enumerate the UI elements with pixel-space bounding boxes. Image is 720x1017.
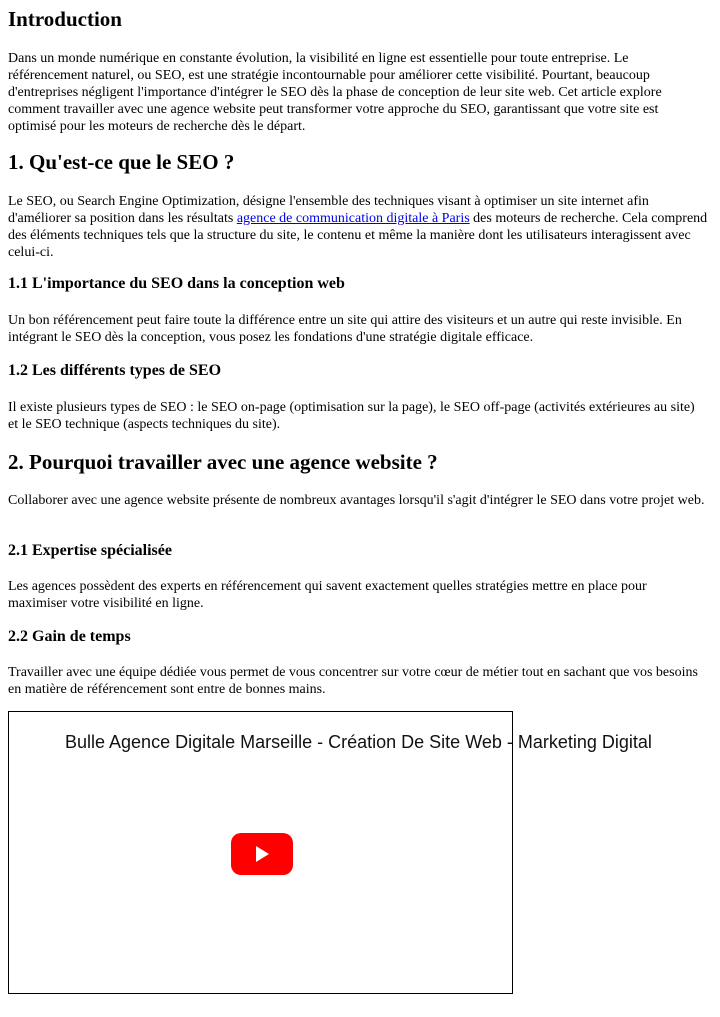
heading-section-2: 2. Pourquoi travailler avec une agence website ? bbox=[8, 450, 438, 474]
heading-section-1: 1. Qu'est-ce que le SEO ? bbox=[8, 150, 235, 174]
heading-introduction: Introduction bbox=[8, 7, 122, 31]
youtube-video-embed[interactable] bbox=[8, 711, 652, 994]
paragraph-section-1-text-a: Le SEO, ou Search Engine Optimization, désigne l'ensemble des techniques visant à optimiser un site internet afin d'améliorer sa position dans les résultats bbox=[8, 194, 649, 226]
heading-section-2-1: 2.1 Expertise spécialisée bbox=[8, 542, 172, 559]
heading-section-1-1: 1.1 L'importance du SEO dans la conception web bbox=[8, 275, 345, 292]
paragraph-section-1 bbox=[8, 193, 708, 261]
video-title[interactable]: Bulle Agence Digitale Marseille - Création De Site Web - Marketing Digital bbox=[65, 732, 652, 752]
paragraph-introduction: Dans un monde numérique en constante évolution, la visibilité en ligne est essentielle pour toute entreprise. Le référencement naturel, ou SEO, est une stratégie incontournable pour améliorer cette visibilité. Pourtant, beaucoup d'entreprises négligent l'importance d'intégrer le SEO dès la phase de conception de leur site web. Cet article explore comment travailler avec une agence website peut transformer votre approche du SEO, garantissant que votre site est optimisé pour les moteurs de recherche dès le départ. bbox=[8, 51, 662, 134]
paragraph-section-1-text-b: des moteurs de recherche. Cela comprend des éléments techniques tels que la structure du site, le contenu et même la manière dont les utilisateurs interagissent avec celui-ci. bbox=[8, 211, 708, 260]
heading-section-1-2: 1.2 Les différents types de SEO bbox=[8, 362, 222, 379]
heading-section-2-2: 2.2 Gain de temps bbox=[8, 628, 131, 645]
paragraph-section-1-1: Un bon référencement peut faire toute la différence entre un site qui attire des visiteurs et un autre qui reste invisible. En intégrant le SEO dès la conception, vous posez les fondations d'une stratégie digitale efficace. bbox=[8, 313, 682, 345]
play-triangle-icon bbox=[231, 833, 293, 875]
paragraph-section-2: Collaborer avec une agence website présente de nombreux avantages lorsqu'il s'agit d'intégrer le SEO dans votre projet web. bbox=[8, 493, 705, 508]
paragraph-section-1-2: Il existe plusieurs types de SEO : le SEO on-page (optimisation sur la page), le SEO off-page (activités extérieures au site) et le SEO technique (aspects techniques du site). bbox=[8, 400, 695, 432]
youtube-play-icon[interactable] bbox=[231, 833, 293, 875]
paragraph-section-2-2: Travailler avec une équipe dédiée vous permet de vous concentrer sur votre cœur de métier tout en sachant que vos besoins en matière de référencement sont entre de bonnes mains. bbox=[8, 665, 698, 697]
paragraph-section-2-1: Les agences possèdent des experts en référencement qui savent exactement quelles stratégies mettre en place pour maximiser votre visibilité en ligne. bbox=[8, 579, 647, 611]
agency-paris-link[interactable]: agence de communication digitale à Paris bbox=[236, 211, 470, 226]
